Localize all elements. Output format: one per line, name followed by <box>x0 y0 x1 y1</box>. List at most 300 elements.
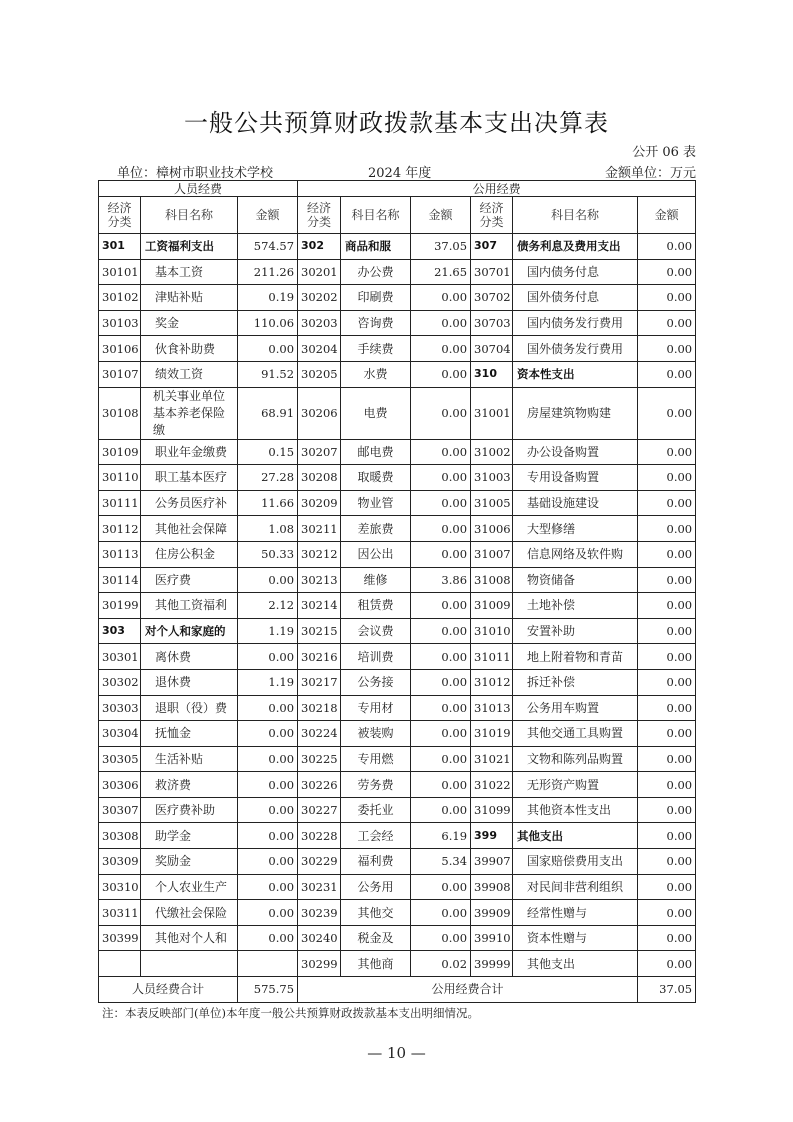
economic-code: 307 <box>471 234 513 260</box>
item-name: 会议费 <box>341 618 411 644</box>
table-row <box>99 823 696 849</box>
item-name: 专用设备购置 <box>513 465 638 491</box>
economic-code: 30211 <box>298 516 341 542</box>
amount: 574.57 <box>238 234 298 260</box>
economic-code: 30309 <box>99 849 141 875</box>
public-total-label: 公用经费合计 <box>298 977 638 1003</box>
economic-code: 39907 <box>471 849 513 875</box>
item-name: 其他交通工具购置 <box>513 721 638 747</box>
item-name: 助学金 <box>141 823 238 849</box>
item-name: 取暖费 <box>341 465 411 491</box>
amount: 0.00 <box>638 951 696 977</box>
economic-code: 303 <box>99 618 141 644</box>
economic-code: 30101 <box>99 259 141 285</box>
amount: 0.00 <box>238 925 298 951</box>
header-amount: 金额 <box>411 197 471 234</box>
item-name: 其他对个人和 <box>141 925 238 951</box>
amount: 6.19 <box>411 823 471 849</box>
table-row <box>99 541 696 567</box>
personnel-total-amount: 575.75 <box>238 977 298 1003</box>
table-row <box>99 285 696 311</box>
item-name: 国家赔偿费用支出 <box>513 849 638 875</box>
amount: 0.00 <box>411 772 471 798</box>
item-name: 文物和陈列品购置 <box>513 746 638 772</box>
amount: 1.19 <box>238 618 298 644</box>
item-name: 水费 <box>341 361 411 387</box>
amount: 0.00 <box>638 797 696 823</box>
table-row <box>99 695 696 721</box>
item-name: 拆迁补偿 <box>513 669 638 695</box>
table-row <box>99 310 696 336</box>
item-name: 对个人和家庭的 <box>141 618 238 644</box>
fiscal-year: 2024 年度 <box>368 166 432 181</box>
item-name: 租赁费 <box>341 593 411 619</box>
economic-code: 30299 <box>298 951 341 977</box>
item-name: 房屋建筑物购建 <box>513 387 638 439</box>
item-name: 安置补助 <box>513 618 638 644</box>
table-row <box>99 849 696 875</box>
amount: 0.00 <box>638 823 696 849</box>
economic-code: 310 <box>471 361 513 387</box>
table-row <box>99 439 696 465</box>
item-name: 津贴补贴 <box>141 285 238 311</box>
economic-code: 31002 <box>471 439 513 465</box>
amount: 50.33 <box>238 541 298 567</box>
item-name: 其他支出 <box>513 951 638 977</box>
economic-code: 399 <box>471 823 513 849</box>
amount: 0.00 <box>411 900 471 926</box>
amount: 2.12 <box>238 593 298 619</box>
economic-code: 30305 <box>99 746 141 772</box>
header-code: 经济 分类 <box>298 197 341 234</box>
economic-code: 30307 <box>99 797 141 823</box>
economic-code: 30201 <box>298 259 341 285</box>
footnote: 注：本表反映部门(单位)本年度一般公共预算财政拨款基本支出明细情况。 <box>102 1006 479 1020</box>
amount: 0.00 <box>638 439 696 465</box>
table-row <box>99 797 696 823</box>
economic-code <box>99 951 141 977</box>
money-unit: 金额单位：万元 <box>604 166 696 181</box>
item-name: 代缴社会保险 <box>141 900 238 926</box>
economic-code: 30209 <box>298 490 341 516</box>
item-name: 被装购 <box>341 721 411 747</box>
economic-code: 30215 <box>298 618 341 644</box>
column-header-row <box>99 197 696 234</box>
amount: 0.00 <box>411 797 471 823</box>
item-name: 税金及 <box>341 925 411 951</box>
item-name: 大型修缮 <box>513 516 638 542</box>
economic-code: 39909 <box>471 900 513 926</box>
economic-code: 30214 <box>298 593 341 619</box>
amount: 0.00 <box>238 874 298 900</box>
amount: 0.00 <box>238 797 298 823</box>
amount: 0.19 <box>238 285 298 311</box>
amount: 0.15 <box>238 439 298 465</box>
totals-row <box>99 977 696 1003</box>
amount: 0.00 <box>238 900 298 926</box>
page-number: — 10 — <box>367 1044 426 1062</box>
amount: 0.00 <box>238 823 298 849</box>
item-name: 公务接 <box>341 669 411 695</box>
amount: 0.00 <box>638 465 696 491</box>
economic-code: 30224 <box>298 721 341 747</box>
reporting-unit: 单位：樟树市职业技术学校 <box>117 166 274 181</box>
item-name: 绩效工资 <box>141 361 238 387</box>
public-total-amount: 37.05 <box>638 977 696 1003</box>
amount: 0.00 <box>238 644 298 670</box>
amount: 0.00 <box>638 925 696 951</box>
item-name: 职业年金缴费 <box>141 439 238 465</box>
item-name <box>141 951 238 977</box>
economic-code: 30102 <box>99 285 141 311</box>
item-name: 抚恤金 <box>141 721 238 747</box>
economic-code: 39999 <box>471 951 513 977</box>
amount: 0.00 <box>638 285 696 311</box>
economic-code: 31013 <box>471 695 513 721</box>
amount: 3.86 <box>411 567 471 593</box>
economic-code: 30110 <box>99 465 141 491</box>
item-name: 工会经 <box>341 823 411 849</box>
page-title: 一般公共预算财政拨款基本支出决算表 <box>184 109 609 137</box>
item-name: 其他资本性支出 <box>513 797 638 823</box>
economic-code: 30203 <box>298 310 341 336</box>
item-name: 办公费 <box>341 259 411 285</box>
amount: 0.00 <box>638 593 696 619</box>
header-code: 经济 分类 <box>99 197 141 234</box>
economic-code: 30240 <box>298 925 341 951</box>
economic-code: 30229 <box>298 849 341 875</box>
item-name: 咨询费 <box>341 310 411 336</box>
item-name: 退职（役）费 <box>141 695 238 721</box>
economic-code: 31006 <box>471 516 513 542</box>
amount: 0.00 <box>411 490 471 516</box>
economic-code: 31019 <box>471 721 513 747</box>
table-row <box>99 516 696 542</box>
item-name: 专用燃 <box>341 746 411 772</box>
item-name: 医疗费补助 <box>141 797 238 823</box>
item-name: 住房公积金 <box>141 541 238 567</box>
item-name: 资本性支出 <box>513 361 638 387</box>
economic-code: 30205 <box>298 361 341 387</box>
economic-code: 31008 <box>471 567 513 593</box>
header-name: 科目名称 <box>341 197 411 234</box>
amount: 27.28 <box>238 465 298 491</box>
economic-code: 30226 <box>298 772 341 798</box>
economic-code: 30227 <box>298 797 341 823</box>
amount: 0.00 <box>638 669 696 695</box>
amount: 0.00 <box>411 593 471 619</box>
header-name: 科目名称 <box>141 197 238 234</box>
amount: 0.00 <box>238 721 298 747</box>
economic-code: 30399 <box>99 925 141 951</box>
economic-code: 30306 <box>99 772 141 798</box>
economic-code: 30114 <box>99 567 141 593</box>
economic-code: 30701 <box>471 259 513 285</box>
item-name: 经常性赠与 <box>513 900 638 926</box>
item-name: 国内债务发行费用 <box>513 310 638 336</box>
amount: 0.00 <box>638 644 696 670</box>
table-row <box>99 951 696 977</box>
amount: 0.00 <box>638 541 696 567</box>
economic-code: 30218 <box>298 695 341 721</box>
amount: 0.00 <box>411 361 471 387</box>
amount: 0.00 <box>638 746 696 772</box>
economic-code: 302 <box>298 234 341 260</box>
item-name: 信息网络及软件购 <box>513 541 638 567</box>
economic-code: 30702 <box>471 285 513 311</box>
item-name: 机关事业单位 基本养老保险缴 <box>141 387 238 439</box>
amount: 0.00 <box>411 387 471 439</box>
personnel-total-label: 人员经费合计 <box>99 977 238 1003</box>
item-name: 医疗费 <box>141 567 238 593</box>
item-name: 其他商 <box>341 951 411 977</box>
item-name: 专用材 <box>341 695 411 721</box>
table-row <box>99 618 696 644</box>
table-row <box>99 490 696 516</box>
item-name: 生活补贴 <box>141 746 238 772</box>
item-name: 国内债务付息 <box>513 259 638 285</box>
table-row <box>99 772 696 798</box>
economic-code: 31022 <box>471 772 513 798</box>
item-name: 委托业 <box>341 797 411 823</box>
table-row <box>99 234 696 260</box>
item-name: 培训费 <box>341 644 411 670</box>
item-name: 救济费 <box>141 772 238 798</box>
item-name: 电费 <box>341 387 411 439</box>
economic-code: 30239 <box>298 900 341 926</box>
item-name: 工资福利支出 <box>141 234 238 260</box>
economic-code: 30301 <box>99 644 141 670</box>
item-name: 奖励金 <box>141 849 238 875</box>
item-name: 劳务费 <box>341 772 411 798</box>
amount: 0.00 <box>238 746 298 772</box>
item-name: 奖金 <box>141 310 238 336</box>
amount: 0.00 <box>638 310 696 336</box>
economic-code: 30216 <box>298 644 341 670</box>
item-name: 维修 <box>341 567 411 593</box>
amount: 0.00 <box>411 874 471 900</box>
amount: 0.00 <box>411 644 471 670</box>
amount: 5.34 <box>411 849 471 875</box>
form-number: 公开 06 表 <box>632 145 696 160</box>
economic-code: 31099 <box>471 797 513 823</box>
amount: 110.06 <box>238 310 298 336</box>
economic-code: 30103 <box>99 310 141 336</box>
item-name: 职工基本医疗 <box>141 465 238 491</box>
item-name: 伙食补助费 <box>141 336 238 362</box>
economic-code: 30311 <box>99 900 141 926</box>
amount: 0.00 <box>638 387 696 439</box>
item-name: 基本工资 <box>141 259 238 285</box>
item-name: 资本性赠与 <box>513 925 638 951</box>
amount: 0.00 <box>238 849 298 875</box>
header-amount: 金额 <box>638 197 696 234</box>
amount: 11.66 <box>238 490 298 516</box>
amount: 0.00 <box>411 695 471 721</box>
item-name: 物业管 <box>341 490 411 516</box>
amount: 0.00 <box>238 567 298 593</box>
economic-code: 31021 <box>471 746 513 772</box>
table-row <box>99 387 696 439</box>
economic-code: 31005 <box>471 490 513 516</box>
economic-code: 30303 <box>99 695 141 721</box>
amount: 0.00 <box>638 874 696 900</box>
item-name: 无形资产购置 <box>513 772 638 798</box>
item-name: 其他工资福利 <box>141 593 238 619</box>
table-row <box>99 644 696 670</box>
economic-code: 39910 <box>471 925 513 951</box>
group-public: 公用经费 <box>298 181 696 197</box>
table-row <box>99 874 696 900</box>
table-row <box>99 567 696 593</box>
economic-code: 30206 <box>298 387 341 439</box>
amount: 91.52 <box>238 361 298 387</box>
amount: 1.08 <box>238 516 298 542</box>
item-name: 公务员医疗补 <box>141 490 238 516</box>
item-name: 个人农业生产 <box>141 874 238 900</box>
item-name: 国外债务付息 <box>513 285 638 311</box>
economic-code: 31001 <box>471 387 513 439</box>
amount: 0.00 <box>638 259 696 285</box>
amount: 0.00 <box>638 721 696 747</box>
amount: 0.00 <box>411 516 471 542</box>
table-row <box>99 900 696 926</box>
economic-code: 31009 <box>471 593 513 619</box>
table-row <box>99 746 696 772</box>
item-name: 退休费 <box>141 669 238 695</box>
economic-code: 30217 <box>298 669 341 695</box>
amount: 0.00 <box>638 361 696 387</box>
item-name: 离休费 <box>141 644 238 670</box>
economic-code: 30304 <box>99 721 141 747</box>
amount: 211.26 <box>238 259 298 285</box>
table-row <box>99 721 696 747</box>
amount: 0.00 <box>638 849 696 875</box>
item-name: 差旅费 <box>341 516 411 542</box>
item-name: 办公设备购置 <box>513 439 638 465</box>
amount: 0.00 <box>638 900 696 926</box>
item-name: 因公出 <box>341 541 411 567</box>
amount: 0.00 <box>638 516 696 542</box>
amount: 37.05 <box>411 234 471 260</box>
item-name: 邮电费 <box>341 439 411 465</box>
item-name: 公务用 <box>341 874 411 900</box>
group-personnel: 人员经费 <box>99 181 298 197</box>
amount: 0.00 <box>411 721 471 747</box>
economic-code: 30704 <box>471 336 513 362</box>
economic-code: 30113 <box>99 541 141 567</box>
item-name: 其他交 <box>341 900 411 926</box>
table-row <box>99 336 696 362</box>
amount: 1.19 <box>238 669 298 695</box>
economic-code: 30212 <box>298 541 341 567</box>
item-name: 福利费 <box>341 849 411 875</box>
item-name: 公务用车购置 <box>513 695 638 721</box>
amount: 0.00 <box>411 618 471 644</box>
economic-code: 30703 <box>471 310 513 336</box>
table-row <box>99 593 696 619</box>
economic-code: 30109 <box>99 439 141 465</box>
item-name: 印刷费 <box>341 285 411 311</box>
amount: 0.00 <box>638 234 696 260</box>
economic-code: 30207 <box>298 439 341 465</box>
amount: 0.02 <box>411 951 471 977</box>
expenditure-table <box>98 180 696 1003</box>
amount: 0.00 <box>638 567 696 593</box>
group-header-row <box>99 181 696 197</box>
amount: 0.00 <box>638 695 696 721</box>
amount: 0.00 <box>238 695 298 721</box>
table-row <box>99 925 696 951</box>
amount: 0.00 <box>638 336 696 362</box>
economic-code: 30108 <box>99 387 141 439</box>
item-name: 基础设施建设 <box>513 490 638 516</box>
header-amount: 金额 <box>238 197 298 234</box>
amount: 0.00 <box>411 439 471 465</box>
economic-code: 30225 <box>298 746 341 772</box>
item-name: 手续费 <box>341 336 411 362</box>
economic-code: 30310 <box>99 874 141 900</box>
item-name: 债务利息及费用支出 <box>513 234 638 260</box>
amount: 0.00 <box>638 772 696 798</box>
amount <box>238 951 298 977</box>
economic-code: 30106 <box>99 336 141 362</box>
economic-code: 31007 <box>471 541 513 567</box>
amount: 0.00 <box>411 465 471 491</box>
amount: 0.00 <box>411 310 471 336</box>
economic-code: 30204 <box>298 336 341 362</box>
amount: 21.65 <box>411 259 471 285</box>
item-name: 其他支出 <box>513 823 638 849</box>
economic-code: 301 <box>99 234 141 260</box>
amount: 0.00 <box>411 285 471 311</box>
economic-code: 31012 <box>471 669 513 695</box>
economic-code: 31010 <box>471 618 513 644</box>
amount: 0.00 <box>411 336 471 362</box>
economic-code: 31011 <box>471 644 513 670</box>
header-name: 科目名称 <box>513 197 638 234</box>
table-row <box>99 259 696 285</box>
economic-code: 30213 <box>298 567 341 593</box>
item-name: 地上附着物和青苗 <box>513 644 638 670</box>
economic-code: 30199 <box>99 593 141 619</box>
item-name: 土地补偿 <box>513 593 638 619</box>
amount: 0.00 <box>638 490 696 516</box>
economic-code: 30202 <box>298 285 341 311</box>
amount: 68.91 <box>238 387 298 439</box>
economic-code: 30107 <box>99 361 141 387</box>
table-row <box>99 465 696 491</box>
amount: 0.00 <box>238 336 298 362</box>
amount: 0.00 <box>411 925 471 951</box>
economic-code: 30302 <box>99 669 141 695</box>
table-row <box>99 669 696 695</box>
economic-code: 39908 <box>471 874 513 900</box>
economic-code: 30208 <box>298 465 341 491</box>
table-row <box>99 361 696 387</box>
header-code: 经济 分类 <box>471 197 513 234</box>
economic-code: 30111 <box>99 490 141 516</box>
amount: 0.00 <box>411 746 471 772</box>
economic-code: 30228 <box>298 823 341 849</box>
item-name: 物资储备 <box>513 567 638 593</box>
economic-code: 30231 <box>298 874 341 900</box>
amount: 0.00 <box>411 669 471 695</box>
amount: 0.00 <box>411 541 471 567</box>
economic-code: 30308 <box>99 823 141 849</box>
amount: 0.00 <box>238 772 298 798</box>
item-name: 其他社会保障 <box>141 516 238 542</box>
